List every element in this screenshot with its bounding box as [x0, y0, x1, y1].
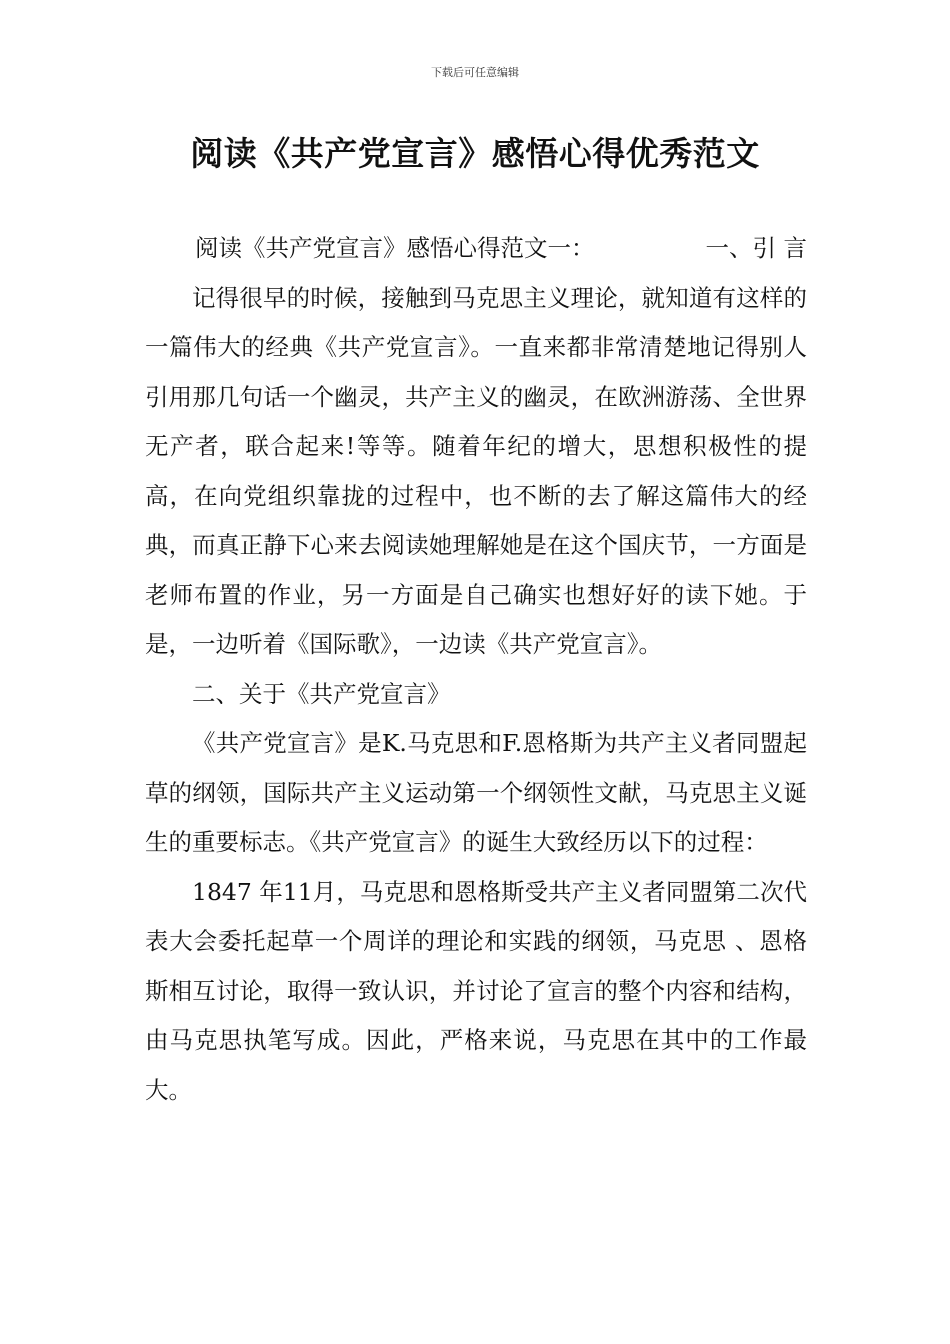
- intro-label: 阅读《共产党宣言》感悟心得范文一：: [195, 234, 595, 262]
- document-body: [145, 224, 807, 1115]
- intro-line: [145, 224, 807, 274]
- paragraph-2: 《共产党宣言》是K.马克思和F.恩格斯为共产主义者同盟起草的纲领，国际共产主义运动第一个纲领性文献，马克思主义诞生的重要标志。《共产党宣言》的诞生大致经历以下的过程：: [145, 729, 807, 856]
- paragraph-1: 记得很早的时候，接触到马克思主义理论，就知道有这样的一篇伟大的经典《共产党宣言》。一直来都非常清楚地记得别人引用那几句话一个幽灵，共产主义的幽灵，在欧洲游荡、全世界无产者，联合起来!等等。随着年纪的增大，思想积极性的提高，在向党组织靠拢的过程中，也不断的去了解这篇伟大的经典，而真正静下心来去阅读她理解她是在这个国庆节，一方面是老师布置的作业，另一方面是自己确实也想好好的读下她。于是，一边听着《国际歌》，一边读《共产党宣言》。: [145, 283, 807, 658]
- section-heading-about: 二、关于《共产党宣言》: [192, 679, 451, 708]
- document-title: 阅读《共产党宣言》感悟心得优秀范文: [190, 134, 760, 173]
- section-heading-introduction: 一、引 言: [705, 234, 807, 262]
- paragraph-3: 1847 年11月，马克思和恩格斯受共产主义者同盟第二次代表大会委托起草一个周详的理论和实践的纲领，马克思 、恩格斯相互讨论，取得一致认识，并讨论了宣言的整个内容和结构，由马克思执笔写成。因此，严格来说，马克思在其中的工作最大。: [145, 877, 807, 1104]
- header-note: 下载后可任意编辑: [431, 66, 519, 79]
